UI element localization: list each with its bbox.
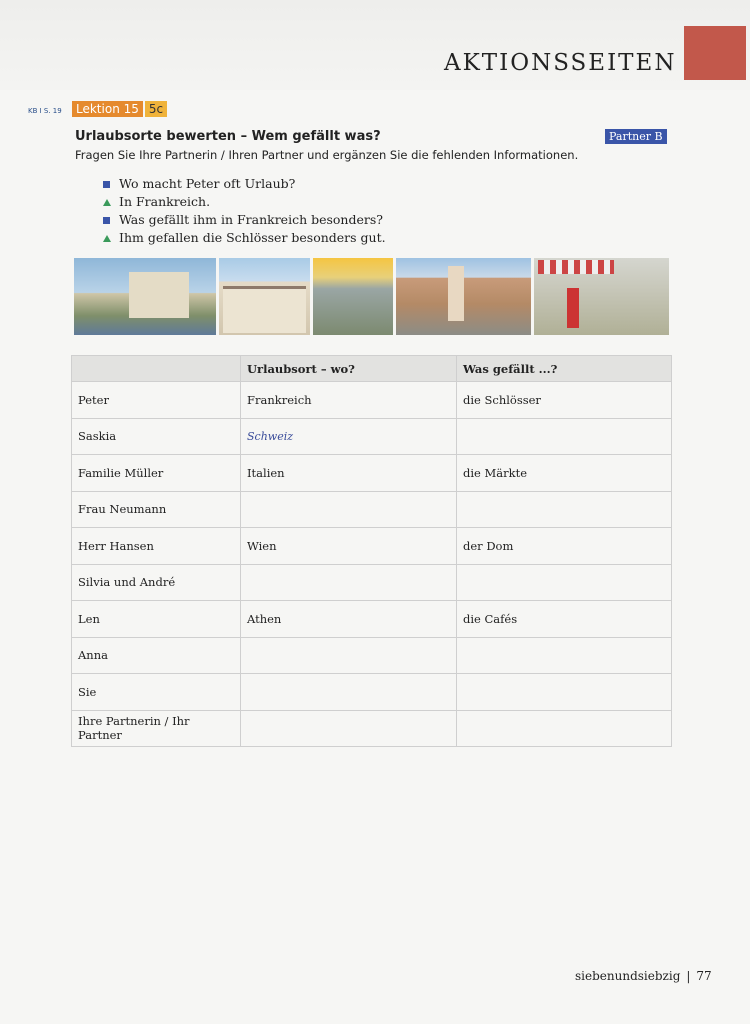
location-cell[interactable]: Italien	[241, 455, 457, 492]
lesson-section: 5c	[145, 101, 167, 117]
likes-cell[interactable]	[457, 710, 672, 747]
person-cell: Saskia	[72, 418, 241, 455]
person-cell: Familie Müller	[72, 455, 241, 492]
likes-cell[interactable]	[457, 491, 672, 528]
old-town-photo	[396, 258, 531, 335]
table-header: Urlaubsort – wo?	[241, 356, 457, 382]
lesson-label	[72, 101, 167, 117]
answer-triangle-icon	[103, 235, 111, 242]
person-cell: Sie	[72, 674, 241, 711]
person-cell: Peter	[72, 382, 241, 419]
location-cell[interactable]: Wien	[241, 528, 457, 565]
dialog-line: Was gefällt ihm in Frankreich besonders?	[103, 211, 386, 229]
exercise-table	[71, 355, 672, 747]
dialog-line: In Frankreich.	[103, 193, 386, 211]
footer-separator: |	[686, 969, 691, 983]
building-photo	[219, 258, 310, 335]
table-row	[72, 674, 672, 711]
likes-cell[interactable]	[457, 637, 672, 674]
table-header-row	[72, 356, 672, 382]
table-row	[72, 564, 672, 601]
table-row	[72, 528, 672, 565]
likes-cell[interactable]: die Cafés	[457, 601, 672, 638]
dialog-line: Wo macht Peter oft Urlaub?	[103, 175, 386, 193]
location-cell[interactable]	[241, 674, 457, 711]
table-row	[72, 637, 672, 674]
table-row	[72, 418, 672, 455]
header-bar	[0, 0, 750, 90]
table-row	[72, 491, 672, 528]
table-row	[72, 710, 672, 747]
location-cell[interactable]: Frankreich	[241, 382, 457, 419]
likes-cell[interactable]: die Schlösser	[457, 382, 672, 419]
dialog-line: Ihm gefallen die Schlösser besonders gut.	[103, 229, 386, 247]
table-header: Was gefällt ...?	[457, 356, 672, 382]
lesson-number: Lektion 15	[72, 101, 143, 117]
person-cell: Silvia und André	[72, 564, 241, 601]
shop-photo	[534, 258, 669, 335]
person-cell: Ihre Partnerin / Ihr Partner	[72, 710, 241, 747]
table-row	[72, 601, 672, 638]
person-cell: Herr Hansen	[72, 528, 241, 565]
section-title: AKTIONSSEITEN	[444, 50, 677, 76]
page-footer	[575, 969, 712, 983]
exercise-title: Urlaubsorte bewerten – Wem gefällt was?	[75, 129, 381, 144]
location-cell[interactable]	[241, 637, 457, 674]
location-cell[interactable]	[241, 491, 457, 528]
likes-cell[interactable]	[457, 418, 672, 455]
person-cell: Frau Neumann	[72, 491, 241, 528]
castle-photo	[74, 258, 216, 335]
page-number: 77	[696, 969, 712, 983]
page-number-word: siebenundsiebzig	[575, 969, 681, 983]
question-square-icon	[103, 217, 110, 224]
partner-badge: Partner B	[605, 129, 667, 144]
likes-cell[interactable]: der Dom	[457, 528, 672, 565]
answer-triangle-icon	[103, 199, 111, 206]
photo-strip	[74, 258, 669, 335]
question-square-icon	[103, 181, 110, 188]
table-row	[72, 382, 672, 419]
market-photo	[313, 258, 393, 335]
person-cell: Len	[72, 601, 241, 638]
person-cell: Anna	[72, 637, 241, 674]
location-cell[interactable]: Athen	[241, 601, 457, 638]
location-cell[interactable]	[241, 564, 457, 601]
table-header	[72, 356, 241, 382]
table-row	[72, 455, 672, 492]
likes-cell[interactable]	[457, 674, 672, 711]
exercise-instruction: Fragen Sie Ihre Partnerin / Ihren Partner und ergänzen Sie die fehlenden Informationen.	[75, 148, 579, 162]
kursbuch-reference: KB I S. 19	[28, 107, 62, 115]
likes-cell[interactable]	[457, 564, 672, 601]
example-dialog	[103, 175, 386, 247]
section-color-tab	[684, 26, 746, 80]
handwritten-location-cell[interactable]: Schweiz	[241, 418, 457, 455]
location-cell[interactable]	[241, 710, 457, 747]
likes-cell[interactable]: die Märkte	[457, 455, 672, 492]
